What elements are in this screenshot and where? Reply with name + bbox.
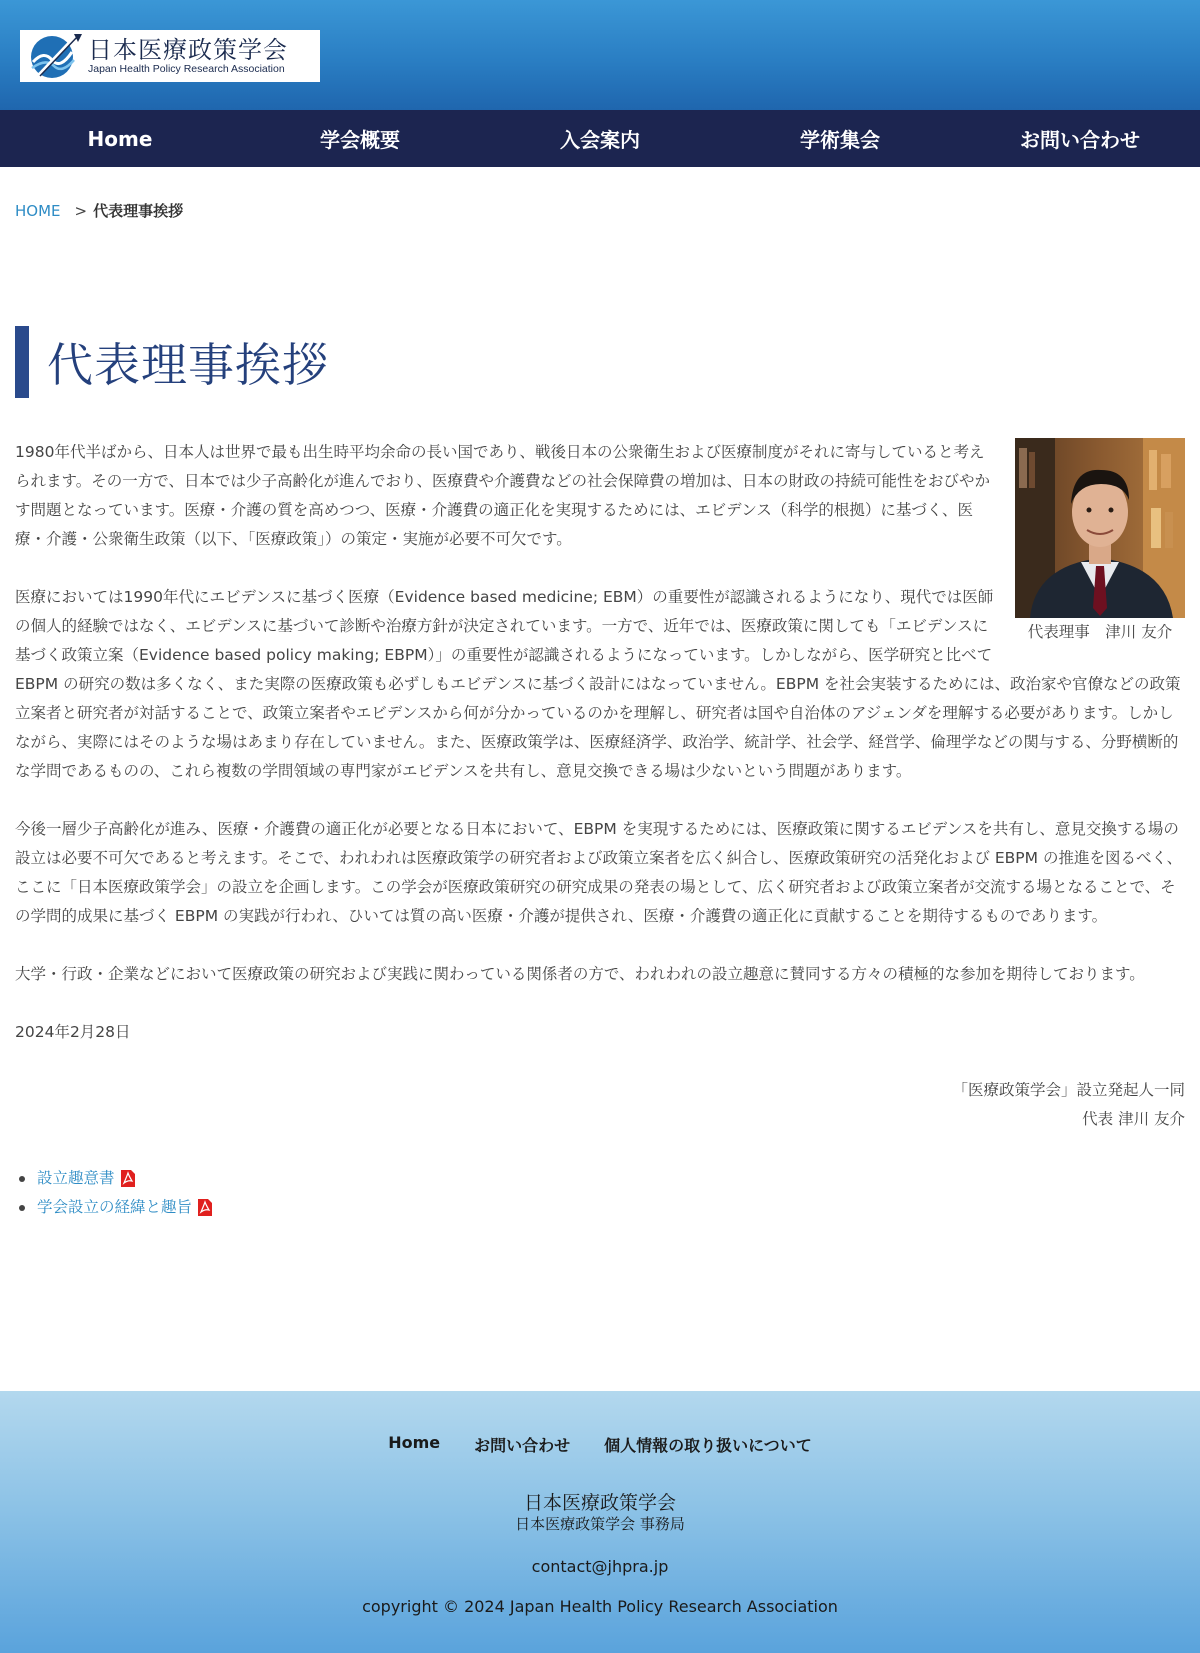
main-nav: [0, 110, 1200, 167]
title-accent-bar: [15, 326, 29, 398]
nav-item-about[interactable]: 学会概要: [320, 128, 400, 152]
breadcrumb-separator: >: [74, 201, 88, 220]
footer-link-contact[interactable]: お問い合わせ: [474, 1436, 571, 1455]
signature-line-2: 代表 津川 友介: [1082, 1110, 1185, 1128]
founding-history-link[interactable]: 学会設立の経緯と趣旨: [37, 1198, 193, 1216]
signature-block: [15, 1076, 1185, 1134]
nav-item-contact[interactable]: お問い合わせ: [1020, 128, 1140, 152]
portrait-caption: 代表理事 津川 友介: [1027, 623, 1173, 641]
page-title: 代表理事挨拶: [47, 338, 329, 392]
bullet-icon: [19, 1176, 25, 1182]
site-footer: [0, 1391, 1200, 1653]
main-content: [15, 438, 1185, 1222]
logo-subtitle: Japan Health Policy Research Association: [88, 62, 285, 75]
site-logo[interactable]: [20, 30, 320, 82]
pdf-icon[interactable]: [198, 1199, 212, 1216]
site-header: [0, 0, 1200, 110]
footer-link-privacy[interactable]: 個人情報の取り扱いについて: [604, 1436, 812, 1455]
prospectus-link[interactable]: 設立趣意書: [37, 1169, 115, 1187]
list-item: [15, 1164, 1185, 1193]
logo-mark-icon: [24, 32, 84, 80]
footer-copyright: copyright © 2024 Japan Health Policy Research Association: [362, 1597, 838, 1616]
nav-item-membership[interactable]: 入会案内: [560, 128, 640, 152]
footer-org-name: 日本医療政策学会: [523, 1492, 676, 1514]
nav-item-home[interactable]: Home: [87, 126, 153, 151]
signature-line-1: 「医療政策学会」設立発起人一同: [952, 1081, 1185, 1099]
pdf-icon[interactable]: [121, 1170, 135, 1187]
page-title-block: [15, 326, 329, 398]
breadcrumb-current: 代表理事挨拶: [93, 202, 184, 220]
footer-office: 日本医療政策学会 事務局: [515, 1515, 685, 1533]
breadcrumb-home-link[interactable]: HOME: [15, 201, 61, 220]
logo-title: 日本医療政策学会: [88, 35, 288, 64]
greeting-date: 2024年2月28日: [15, 1023, 131, 1041]
portrait-figure: [1015, 438, 1185, 644]
greeting-paragraph-4: 大学・行政・企業などにおいて医療政策の研究および実践に関わっている関係者の方で、われわれの設立趣意に賛同する方々の積極的な参加を期待しております。: [15, 965, 1145, 983]
document-links: [15, 1164, 1185, 1222]
greeting-paragraph-2: 医療においては1990年代にエビデンスに基づく医療（Evidence based medicine; EBM）の重要性が認識されるようになり、現代では医師の個人的経験ではなく、エビデンスに基づいて診断や治療方針が決定されています。一方で、近年では、医療政策に関しても「エビデンスに基づく政策立案（Evidence based policy making; EBPM）」の重要性が認識されるようになっています。しかしながら、医学研究と比べて EBPM の研究の数は多くなく、また実際の医療政策も必ずしもエビデンスに基づく設計にはなっていません。EBPM を社会実装するためには、政治家や官僚などの政策立案者と研究者が対話することで、政策立案者やエビデンスから何が分かっているのかを理解し、研究者は国や自治体のアジェンダを理解する必要があります。しかしながら、実際にはそのような場はあまり存在していません。また、医療政策学は、医療経済学、政治学、統計学、社会学、経営学、倫理学などの関与する、分野横断的な学問であるものの、これら複数の学問領域の専門家がエビデンスを共有し、意見交換できる場は少ないという問題があります。: [15, 588, 1181, 780]
nav-item-conference[interactable]: 学術集会: [800, 128, 880, 152]
greeting-paragraph-3: 今後一層少子高齢化が進み、医療・介護費の適正化が必要となる日本において、EBPM を実現するためには、医療政策に関するエビデンスを共有し、意見交換する場の設立は必要不可欠であると考えます。そこで、われわれは医療政策学の研究者および政策立案者を広く糾合し、医療政策研究の活発化および EBPM の推進を図るべく、ここに「日本医療政策学会」の設立を企画します。この学会が医療政策研究の研究成果の発表の場として、広く研究者および政策立案者が交流する場となることで、その学問的成果に基づく EBPM の実践が行われ、ひいては質の高い医療・介護が提供され、医療・介護費の適正化に貢献することを期待するものであります。: [15, 820, 1183, 925]
footer-link-home[interactable]: Home: [388, 1433, 441, 1452]
list-item: [15, 1193, 1185, 1222]
footer-email[interactable]: contact@jhpra.jp: [531, 1557, 669, 1576]
footer-nav: [0, 1433, 1200, 1456]
representative-photo: [1015, 438, 1185, 618]
bullet-icon: [19, 1205, 25, 1211]
breadcrumb: [15, 200, 183, 221]
greeting-paragraph-1: 1980年代半ばから、日本人は世界で最も出生時平均余命の長い国であり、戦後日本の公衆衛生および医療制度がそれに寄与していると考えられます。その一方で、日本では少子高齢化が進んでおり、医療費や介護費などの社会保障費の増加は、日本の財政の持続可能性をおびやかす問題となっています。医療・介護の質を高めつつ、医療・介護費の適正化を実現するためには、エビデンス（科学的根拠）に基づく、医療・介護・公衆衛生政策（以下、「医療政策」）の策定・実施が必要不可欠です。: [15, 443, 990, 548]
